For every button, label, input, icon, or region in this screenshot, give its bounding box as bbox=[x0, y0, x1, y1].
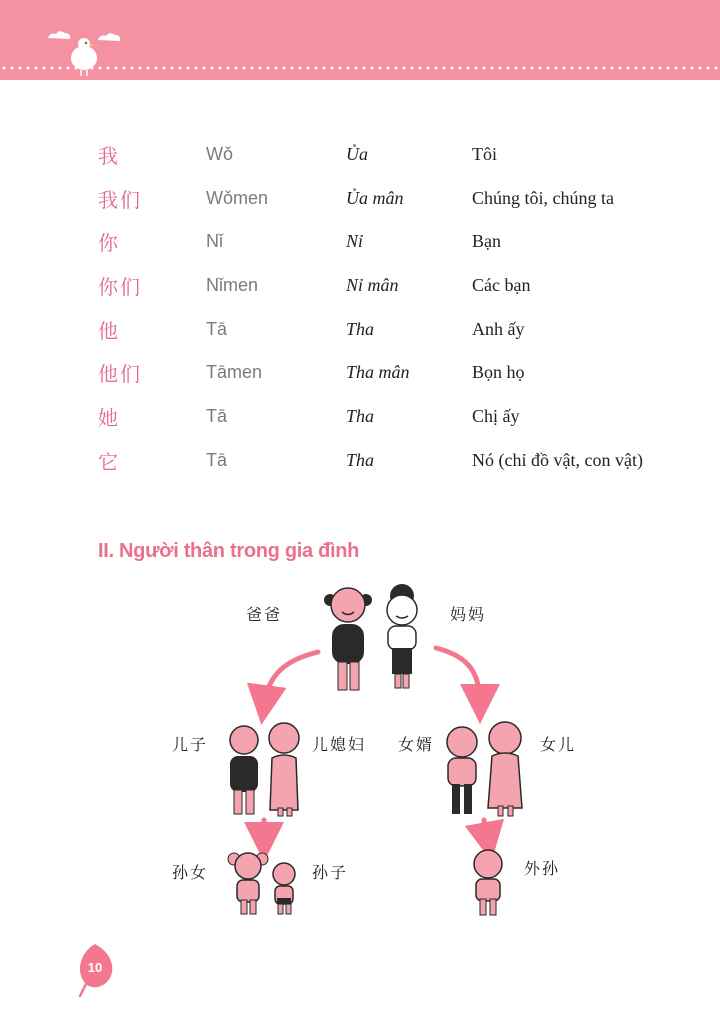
vocab-meaning: Nó (chỉ đồ vật, con vật) bbox=[472, 449, 643, 470]
vocab-reading: Ủa mân bbox=[346, 187, 404, 208]
family-tree-illustration bbox=[0, 580, 720, 940]
label-daughter-in-law: 儿媳妇 bbox=[312, 735, 367, 754]
vocab-pinyin: Tāmen bbox=[206, 362, 263, 383]
grandfather-figure bbox=[324, 588, 372, 690]
bird-cloud-icon bbox=[40, 20, 140, 80]
vocab-row bbox=[98, 402, 698, 446]
vocab-meaning: Các bạn bbox=[472, 275, 531, 296]
vocab-reading: Tha bbox=[346, 318, 375, 339]
arrow-right bbox=[436, 648, 480, 704]
vocab-pinyin: Wǒ bbox=[206, 144, 233, 164]
vocab-row bbox=[98, 227, 698, 271]
family-tree bbox=[0, 580, 720, 940]
vocab-reading: Nỉ bbox=[346, 231, 364, 252]
son-in-law-figure bbox=[447, 727, 477, 814]
vocab-pinyin: Tā bbox=[206, 318, 228, 339]
vocab-hanzi: 你 bbox=[98, 231, 120, 256]
vocab-row bbox=[98, 184, 698, 228]
maternal-grandchild-figure bbox=[474, 850, 502, 915]
vocab-hanzi: 它 bbox=[98, 449, 120, 474]
label-son: 儿子 bbox=[172, 735, 209, 754]
vocab-hanzi: 你们 bbox=[98, 275, 142, 300]
daughter-figure bbox=[488, 722, 522, 816]
vocab-row bbox=[98, 315, 698, 359]
label-grandson: 孙子 bbox=[312, 863, 349, 882]
page-number-badge bbox=[74, 940, 116, 1004]
vocab-reading: Tha mân bbox=[346, 362, 410, 383]
daughter-in-law-figure bbox=[269, 723, 299, 816]
header-dot-border bbox=[0, 66, 720, 70]
vocab-hanzi: 她 bbox=[98, 406, 120, 431]
vocab-pinyin: Nǐ bbox=[206, 231, 223, 252]
pronoun-vocab-table bbox=[98, 140, 698, 490]
vocab-reading: Ủa bbox=[346, 144, 368, 164]
vocab-meaning: Anh ấy bbox=[472, 318, 525, 339]
vocab-pinyin: Wǒmen bbox=[206, 187, 269, 208]
vocab-pinyin: Nǐmen bbox=[206, 275, 259, 296]
leaf-icon bbox=[74, 940, 116, 1000]
granddaughter-figure bbox=[228, 853, 268, 914]
label-daughter: 女儿 bbox=[540, 735, 577, 754]
vocab-hanzi: 我 bbox=[98, 144, 120, 168]
vocab-row bbox=[98, 446, 698, 490]
son-figure bbox=[230, 726, 258, 814]
grandson-figure bbox=[273, 863, 295, 914]
vocab-meaning: Bọn họ bbox=[472, 362, 525, 383]
vocab-meaning: Chúng tôi, chúng ta bbox=[472, 187, 614, 208]
page-number: 10 bbox=[87, 960, 103, 975]
label-father: 爸爸 bbox=[246, 605, 283, 624]
vocab-row bbox=[98, 140, 698, 184]
arrow-down-right bbox=[484, 820, 488, 842]
vocab-hanzi: 他 bbox=[98, 318, 120, 343]
section-title: II. Người thân trong gia đình bbox=[98, 540, 360, 562]
vocab-meaning: Chị ấy bbox=[472, 406, 520, 427]
vocab-pinyin: Tā bbox=[206, 449, 228, 470]
label-maternal-grandchild: 外孙 bbox=[524, 859, 561, 878]
label-mother: 妈妈 bbox=[450, 605, 487, 624]
grandmother-figure bbox=[387, 584, 417, 688]
vocab-row bbox=[98, 358, 698, 402]
vocab-reading: Nỉ mân bbox=[346, 275, 399, 296]
vocab-hanzi: 我们 bbox=[98, 187, 142, 212]
vocab-hanzi: 他们 bbox=[98, 362, 142, 387]
vocab-pinyin: Tā bbox=[206, 406, 228, 427]
vocab-meaning: Tôi bbox=[472, 144, 497, 164]
arrow-left bbox=[264, 652, 318, 705]
vocab-meaning: Bạn bbox=[472, 231, 501, 252]
header-band bbox=[0, 0, 720, 80]
label-son-in-law: 女婿 bbox=[398, 735, 435, 754]
vocab-row bbox=[98, 271, 698, 315]
label-granddaughter: 孙女 bbox=[172, 863, 209, 882]
vocab-reading: Tha bbox=[346, 406, 375, 427]
vocab-reading: Tha bbox=[346, 449, 375, 470]
